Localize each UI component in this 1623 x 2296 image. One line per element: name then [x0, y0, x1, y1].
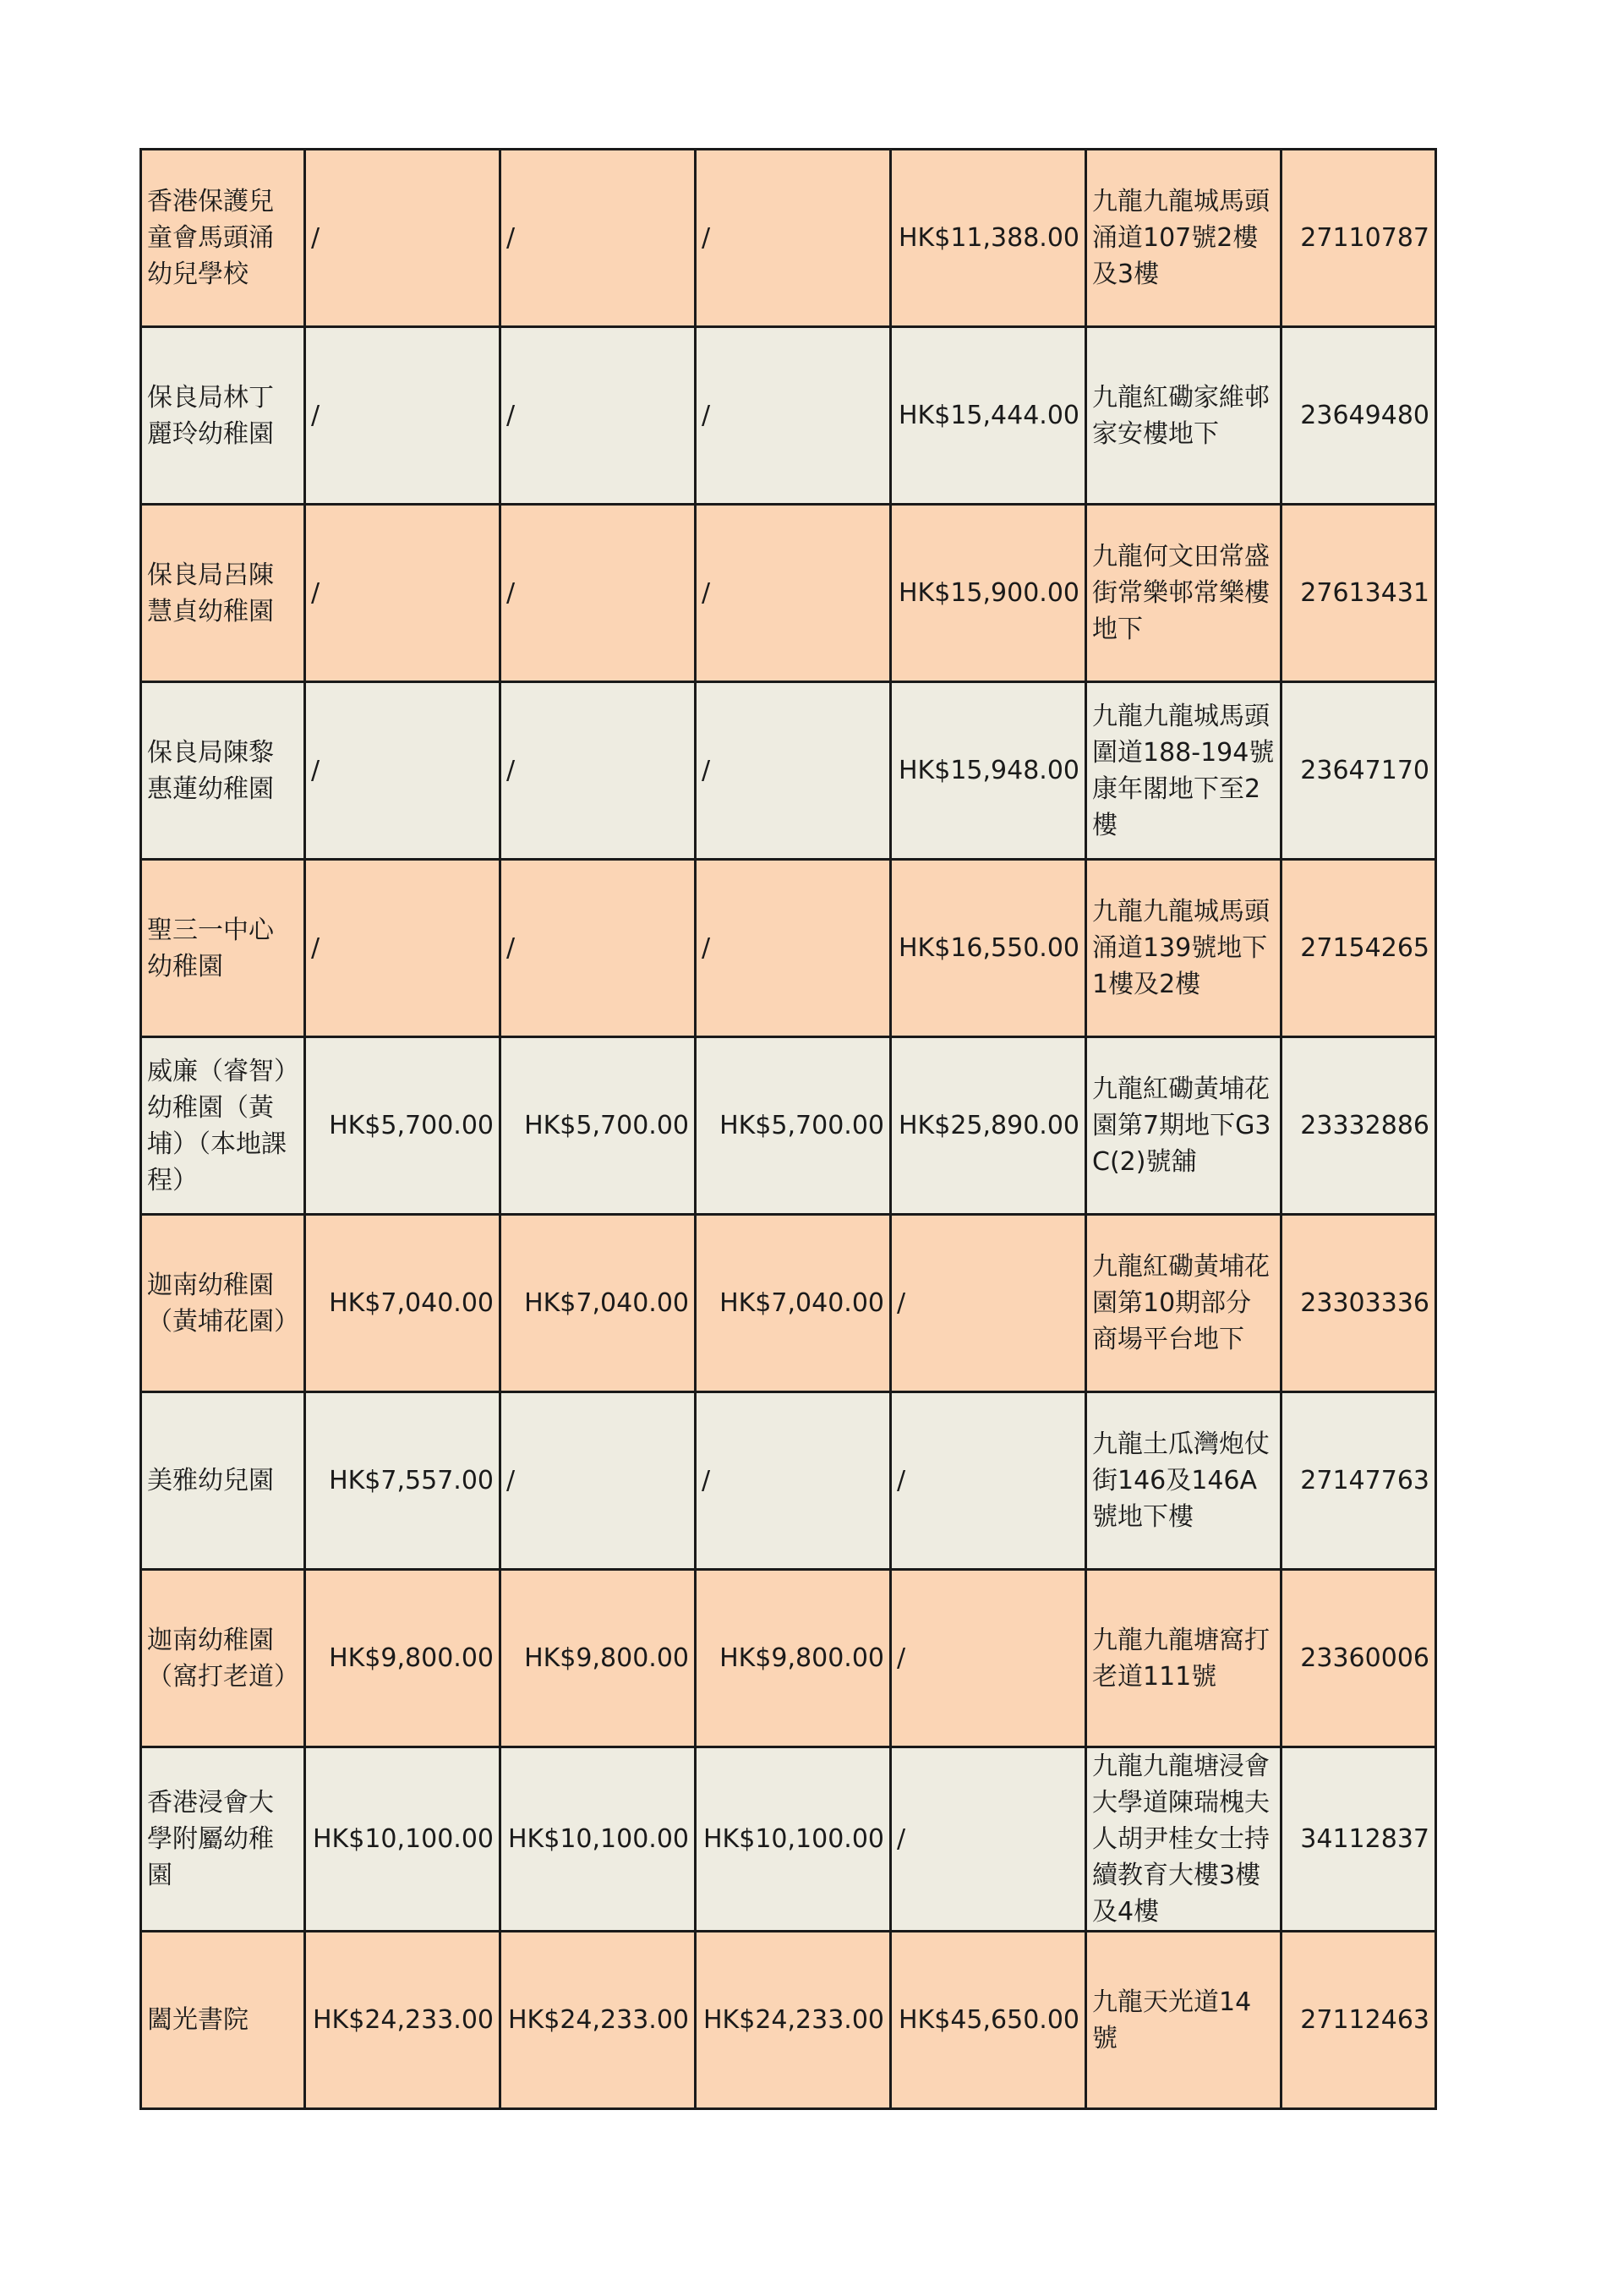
table-row	[141, 150, 1436, 327]
fee-cell-3: /	[696, 150, 891, 327]
address-cell: 九龍紅磡黃埔花園第7期地下G3C(2)號舖	[1086, 1037, 1281, 1215]
school-name-cell: 迦南幼稚園（窩打老道）	[141, 1570, 305, 1747]
phone-cell: 27613431	[1281, 505, 1436, 682]
table-row	[141, 505, 1436, 682]
address-cell: 九龍九龍城馬頭涌道139號地下1樓及2樓	[1086, 860, 1281, 1037]
school-name-cell: 威廉（睿智）幼稚園（黃埔）（本地課程）	[141, 1037, 305, 1215]
phone-cell: 27112463	[1281, 1932, 1436, 2109]
phone-cell: 27110787	[1281, 150, 1436, 327]
school-name-cell: 美雅幼兒園	[141, 1392, 305, 1570]
table-row	[141, 327, 1436, 505]
school-name-cell: 保良局陳黎惠蓮幼稚園	[141, 682, 305, 860]
fee-cell-1: /	[305, 505, 500, 682]
fee-cell-2: HK$10,100.00	[500, 1747, 696, 1932]
fee-cell-4: HK$11,388.00	[891, 150, 1086, 327]
phone-cell: 23332886	[1281, 1037, 1436, 1215]
fee-cell-4: /	[891, 1392, 1086, 1570]
table-row	[141, 860, 1436, 1037]
table-row	[141, 1215, 1436, 1392]
address-cell: 九龍九龍城馬頭涌道107號2樓及3樓	[1086, 150, 1281, 327]
fee-cell-2: /	[500, 327, 696, 505]
fee-cell-1: HK$10,100.00	[305, 1747, 500, 1932]
fee-cell-4: HK$16,550.00	[891, 860, 1086, 1037]
fee-cell-2: HK$9,800.00	[500, 1570, 696, 1747]
table-row	[141, 1570, 1436, 1747]
fee-cell-2: HK$24,233.00	[500, 1932, 696, 2109]
table-row	[141, 1037, 1436, 1215]
fee-cell-1: HK$9,800.00	[305, 1570, 500, 1747]
fee-cell-3: HK$7,040.00	[696, 1215, 891, 1392]
fee-cell-4: /	[891, 1747, 1086, 1932]
address-cell: 九龍紅磡黃埔花園第10期部分商場平台地下	[1086, 1215, 1281, 1392]
phone-cell: 23360006	[1281, 1570, 1436, 1747]
fee-cell-4: HK$15,900.00	[891, 505, 1086, 682]
address-cell: 九龍紅磡家維邨家安樓地下	[1086, 327, 1281, 505]
table-row	[141, 1747, 1436, 1932]
school-name-cell: 香港保護兒童會馬頭涌幼兒學校	[141, 150, 305, 327]
fee-cell-2: /	[500, 1392, 696, 1570]
fee-cell-4: /	[891, 1215, 1086, 1392]
table-row	[141, 1392, 1436, 1570]
fee-cell-3: /	[696, 327, 891, 505]
address-cell: 九龍何文田常盛街常樂邨常樂樓地下	[1086, 505, 1281, 682]
phone-cell: 34112837	[1281, 1747, 1436, 1932]
address-cell: 九龍九龍塘浸會大學道陳瑞槐夫人胡尹桂女士持續教育大樓3樓及4樓	[1086, 1747, 1281, 1932]
phone-cell: 23647170	[1281, 682, 1436, 860]
fee-cell-3: /	[696, 682, 891, 860]
fee-cell-1: /	[305, 150, 500, 327]
phone-cell: 27154265	[1281, 860, 1436, 1037]
school-name-cell: 闔光書院	[141, 1932, 305, 2109]
fee-cell-3: HK$24,233.00	[696, 1932, 891, 2109]
school-name-cell: 聖三一中心幼稚園	[141, 860, 305, 1037]
school-name-cell: 迦南幼稚園（黃埔花園）	[141, 1215, 305, 1392]
fee-cell-4: HK$45,650.00	[891, 1932, 1086, 2109]
fee-cell-1: /	[305, 682, 500, 860]
fee-cell-3: HK$5,700.00	[696, 1037, 891, 1215]
fee-cell-2: HK$7,040.00	[500, 1215, 696, 1392]
phone-cell: 23303336	[1281, 1215, 1436, 1392]
phone-cell: 23649480	[1281, 327, 1436, 505]
phone-cell: 27147763	[1281, 1392, 1436, 1570]
fee-cell-2: /	[500, 682, 696, 860]
table-row	[141, 1932, 1436, 2109]
fee-cell-1: /	[305, 327, 500, 505]
fee-cell-3: HK$10,100.00	[696, 1747, 891, 1932]
address-cell: 九龍天光道14號	[1086, 1932, 1281, 2109]
fee-cell-1: HK$7,557.00	[305, 1392, 500, 1570]
fee-cell-2: HK$5,700.00	[500, 1037, 696, 1215]
fee-cell-1: HK$5,700.00	[305, 1037, 500, 1215]
fee-cell-4: /	[891, 1570, 1086, 1747]
kindergarten-fee-table	[139, 148, 1437, 2110]
school-name-cell: 保良局林丁麗玲幼稚園	[141, 327, 305, 505]
fee-cell-3: HK$9,800.00	[696, 1570, 891, 1747]
fee-cell-4: HK$25,890.00	[891, 1037, 1086, 1215]
fee-cell-3: /	[696, 860, 891, 1037]
table-body	[141, 150, 1436, 2109]
fee-cell-2: /	[500, 150, 696, 327]
fee-cell-3: /	[696, 1392, 891, 1570]
fee-cell-2: /	[500, 505, 696, 682]
address-cell: 九龍土瓜灣炮仗街146及146A號地下樓	[1086, 1392, 1281, 1570]
fee-cell-4: HK$15,444.00	[891, 327, 1086, 505]
school-name-cell: 香港浸會大學附屬幼稚園	[141, 1747, 305, 1932]
fee-cell-1: /	[305, 860, 500, 1037]
fee-cell-1: HK$24,233.00	[305, 1932, 500, 2109]
address-cell: 九龍九龍城馬頭圍道188-194號康年閣地下至2樓	[1086, 682, 1281, 860]
school-name-cell: 保良局呂陳慧貞幼稚園	[141, 505, 305, 682]
fee-cell-2: /	[500, 860, 696, 1037]
fee-cell-3: /	[696, 505, 891, 682]
table-row	[141, 682, 1436, 860]
fee-cell-4: HK$15,948.00	[891, 682, 1086, 860]
fee-cell-1: HK$7,040.00	[305, 1215, 500, 1392]
address-cell: 九龍九龍塘窩打老道111號	[1086, 1570, 1281, 1747]
